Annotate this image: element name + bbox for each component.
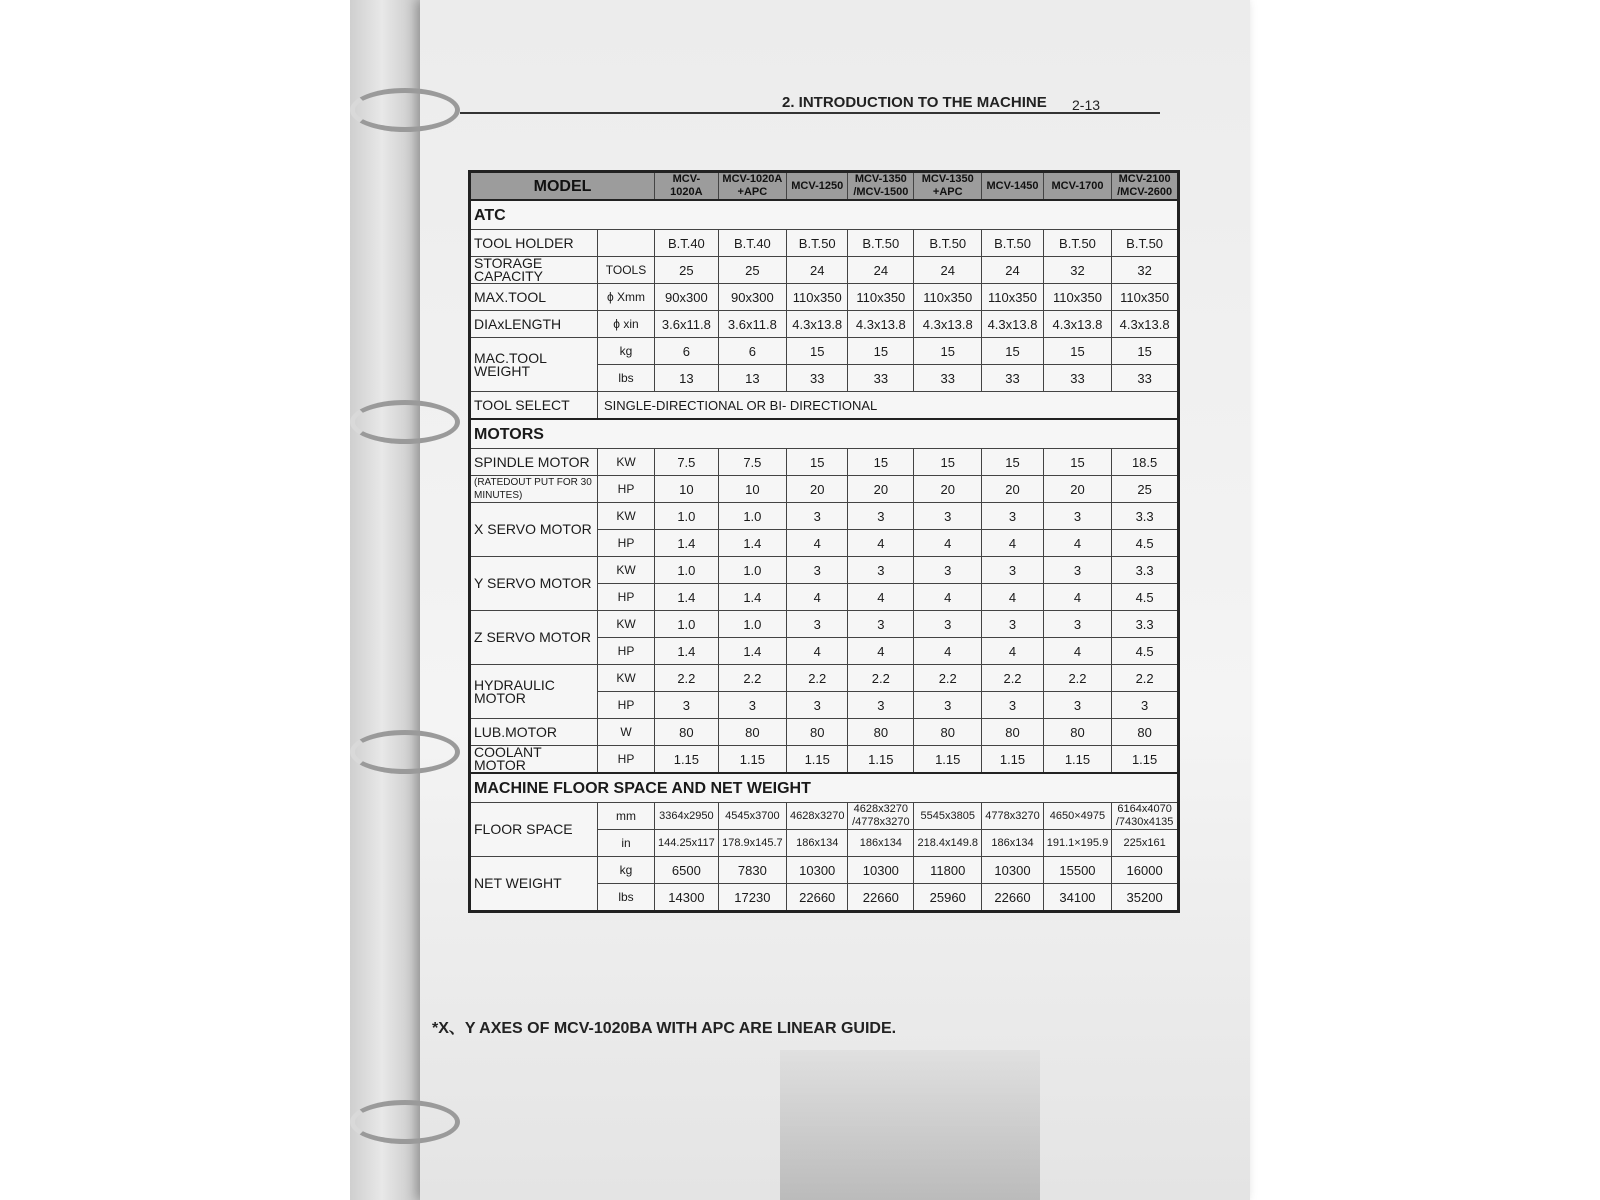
value-cell: 18.5 bbox=[1112, 449, 1179, 476]
value-cell: 4650×4975 bbox=[1043, 803, 1111, 830]
unit-cell: lbs bbox=[598, 365, 655, 392]
value-cell: 1.15 bbox=[848, 746, 914, 774]
value-cell: 33 bbox=[848, 365, 914, 392]
row-label: FLOOR SPACE bbox=[470, 803, 598, 857]
value-cell: 3 bbox=[787, 692, 848, 719]
value-cell: 3 bbox=[1043, 611, 1111, 638]
value-cell: 15 bbox=[1043, 338, 1111, 365]
value-cell: 3 bbox=[787, 557, 848, 584]
value-cell: B.T.40 bbox=[718, 230, 786, 257]
value-cell: 6 bbox=[718, 338, 786, 365]
value-cell: 4.5 bbox=[1112, 584, 1179, 611]
value-cell: 1.4 bbox=[655, 584, 719, 611]
value-cell: 1.4 bbox=[718, 530, 786, 557]
unit-cell: in bbox=[598, 830, 655, 857]
value-cell: 15 bbox=[787, 449, 848, 476]
value-cell: 4628x3270 /4778x3270 bbox=[848, 803, 914, 830]
value-cell: 15 bbox=[1043, 449, 1111, 476]
model-header: MCV-1350 /MCV-1500 bbox=[848, 172, 914, 201]
value-cell: 90x300 bbox=[718, 284, 786, 311]
unit-cell: KW bbox=[598, 557, 655, 584]
value-cell: 186x134 bbox=[982, 830, 1043, 857]
unit-cell: HP bbox=[598, 476, 655, 503]
value-cell: 3 bbox=[914, 557, 982, 584]
spec-table bbox=[468, 170, 1180, 913]
value-cell: 3 bbox=[982, 611, 1043, 638]
page-title: 2. INTRODUCTION TO THE MACHINE bbox=[782, 94, 1047, 111]
value-cell: 10300 bbox=[848, 857, 914, 884]
value-cell: 32 bbox=[1043, 257, 1111, 284]
floor-background bbox=[0, 0, 350, 1200]
value-cell: 4.3x13.8 bbox=[982, 311, 1043, 338]
value-cell: 3 bbox=[1043, 692, 1111, 719]
row-label: Y SERVO MOTOR bbox=[470, 557, 598, 611]
value-cell: 80 bbox=[1112, 719, 1179, 746]
unit-cell: KW bbox=[598, 503, 655, 530]
table-row bbox=[470, 857, 1179, 884]
value-cell: 3.6x11.8 bbox=[718, 311, 786, 338]
value-cell: 11800 bbox=[914, 857, 982, 884]
value-cell: 24 bbox=[982, 257, 1043, 284]
value-cell: 33 bbox=[982, 365, 1043, 392]
value-cell: 4 bbox=[1043, 638, 1111, 665]
value-cell: 15 bbox=[848, 449, 914, 476]
table-row bbox=[470, 257, 1179, 284]
value-cell: B.T.50 bbox=[914, 230, 982, 257]
value-cell: 3 bbox=[914, 503, 982, 530]
value-cell: 90x300 bbox=[655, 284, 719, 311]
value-cell: 4 bbox=[914, 530, 982, 557]
value-cell: 144.25x117 bbox=[655, 830, 719, 857]
value-cell: 13 bbox=[655, 365, 719, 392]
value-cell: 1.0 bbox=[655, 557, 719, 584]
value-cell: 4 bbox=[848, 530, 914, 557]
binder-ring-3 bbox=[350, 730, 460, 774]
unit-cell bbox=[598, 230, 655, 257]
table-row bbox=[470, 284, 1179, 311]
table-row bbox=[470, 476, 1179, 503]
value-cell: 15 bbox=[848, 338, 914, 365]
value-cell: 4 bbox=[848, 584, 914, 611]
value-cell: 15 bbox=[982, 338, 1043, 365]
value-cell: 4778x3270 bbox=[982, 803, 1043, 830]
value-cell: 1.0 bbox=[718, 503, 786, 530]
value-cell: 24 bbox=[914, 257, 982, 284]
value-cell: 6 bbox=[655, 338, 719, 365]
value-cell: 186x134 bbox=[787, 830, 848, 857]
value-cell: 4.3x13.8 bbox=[848, 311, 914, 338]
value-cell: 25 bbox=[1112, 476, 1179, 503]
value-cell: 4 bbox=[1043, 584, 1111, 611]
model-header: MCV-1700 bbox=[1043, 172, 1111, 201]
binder-ring-1 bbox=[350, 88, 460, 132]
model-header: MCV-1020A +APC bbox=[718, 172, 786, 201]
value-cell: 80 bbox=[982, 719, 1043, 746]
value-cell: 6164x4070 /7430x4135 bbox=[1112, 803, 1179, 830]
value-cell: 13 bbox=[718, 365, 786, 392]
value-cell: 33 bbox=[1043, 365, 1111, 392]
value-cell: 1.0 bbox=[655, 503, 719, 530]
row-label: TOOL HOLDER bbox=[470, 230, 598, 257]
value-cell: 20 bbox=[848, 476, 914, 503]
table-row bbox=[470, 719, 1179, 746]
unit-cell: HP bbox=[598, 584, 655, 611]
value-cell: 15 bbox=[914, 449, 982, 476]
tool-select-value: SINGLE-DIRECTIONAL OR BI- DIRECTIONAL bbox=[598, 392, 1179, 420]
value-cell: 5545x3805 bbox=[914, 803, 982, 830]
unit-cell: HP bbox=[598, 530, 655, 557]
binder-ring-4 bbox=[350, 1100, 460, 1144]
unit-cell: kg bbox=[598, 338, 655, 365]
value-cell: 3 bbox=[848, 503, 914, 530]
row-label: DIAxLENGTH bbox=[470, 311, 598, 338]
header-rule bbox=[460, 112, 1160, 114]
value-cell: 218.4x149.8 bbox=[914, 830, 982, 857]
value-cell: 80 bbox=[787, 719, 848, 746]
value-cell: 3 bbox=[787, 611, 848, 638]
value-cell: 1.15 bbox=[914, 746, 982, 774]
row-label: MAC.TOOL WEIGHT bbox=[470, 338, 598, 392]
value-cell: 4 bbox=[982, 530, 1043, 557]
value-cell: 178.9x145.7 bbox=[718, 830, 786, 857]
value-cell: 14300 bbox=[655, 884, 719, 912]
table-row bbox=[470, 611, 1179, 638]
value-cell: B.T.50 bbox=[1112, 230, 1179, 257]
value-cell: 225x161 bbox=[1112, 830, 1179, 857]
value-cell: 3 bbox=[655, 692, 719, 719]
unit-cell: TOOLS bbox=[598, 257, 655, 284]
value-cell: 3.6x11.8 bbox=[655, 311, 719, 338]
value-cell: 80 bbox=[718, 719, 786, 746]
value-cell: 2.2 bbox=[848, 665, 914, 692]
section-floor: MACHINE FLOOR SPACE AND NET WEIGHT bbox=[470, 773, 1179, 803]
value-cell: 191.1×195.9 bbox=[1043, 830, 1111, 857]
table-row bbox=[470, 230, 1179, 257]
value-cell: 15500 bbox=[1043, 857, 1111, 884]
value-cell: 10300 bbox=[982, 857, 1043, 884]
value-cell: 4545x3700 bbox=[718, 803, 786, 830]
value-cell: 22660 bbox=[848, 884, 914, 912]
value-cell: 2.2 bbox=[1043, 665, 1111, 692]
value-cell: 1.4 bbox=[655, 530, 719, 557]
value-cell: 20 bbox=[1043, 476, 1111, 503]
value-cell: 25 bbox=[655, 257, 719, 284]
value-cell: B.T.50 bbox=[848, 230, 914, 257]
section-row bbox=[470, 419, 1179, 449]
model-header: MCV-1250 bbox=[787, 172, 848, 201]
value-cell: 20 bbox=[787, 476, 848, 503]
value-cell: 4.3x13.8 bbox=[914, 311, 982, 338]
row-label: Z SERVO MOTOR bbox=[470, 611, 598, 665]
unit-cell: KW bbox=[598, 611, 655, 638]
value-cell: B.T.50 bbox=[982, 230, 1043, 257]
value-cell: 7.5 bbox=[655, 449, 719, 476]
unit-cell: KW bbox=[598, 665, 655, 692]
value-cell: 1.4 bbox=[718, 638, 786, 665]
value-cell: B.T.40 bbox=[655, 230, 719, 257]
value-cell: 4 bbox=[787, 530, 848, 557]
value-cell: 6500 bbox=[655, 857, 719, 884]
value-cell: 3364x2950 bbox=[655, 803, 719, 830]
section-atc: ATC bbox=[470, 200, 1179, 230]
value-cell: 1.0 bbox=[655, 611, 719, 638]
value-cell: 7830 bbox=[718, 857, 786, 884]
row-label: MAX.TOOL bbox=[470, 284, 598, 311]
table-row bbox=[470, 311, 1179, 338]
value-cell: 3 bbox=[787, 503, 848, 530]
unit-cell: HP bbox=[598, 638, 655, 665]
value-cell: 2.2 bbox=[655, 665, 719, 692]
value-cell: 35200 bbox=[1112, 884, 1179, 912]
value-cell: 4.3x13.8 bbox=[1043, 311, 1111, 338]
value-cell: 3 bbox=[982, 692, 1043, 719]
value-cell: 1.0 bbox=[718, 611, 786, 638]
model-label: MODEL bbox=[470, 172, 655, 201]
value-cell: 3.3 bbox=[1112, 611, 1179, 638]
model-header: MCV-2100 /MCV-2600 bbox=[1112, 172, 1179, 201]
row-label: HYDRAULIC MOTOR bbox=[470, 665, 598, 719]
table-row bbox=[470, 449, 1179, 476]
footnote: *X、Y AXES OF MCV-1020BA WITH APC ARE LINEAR GUIDE. bbox=[432, 1020, 897, 1037]
row-label: STORAGE CAPACITY bbox=[470, 257, 598, 284]
table-row bbox=[470, 392, 1179, 420]
row-label: NET WEIGHT bbox=[470, 857, 598, 912]
value-cell: 15 bbox=[787, 338, 848, 365]
value-cell: 110x350 bbox=[1112, 284, 1179, 311]
binder-ring-2 bbox=[350, 400, 460, 444]
model-header: MCV-1350 +APC bbox=[914, 172, 982, 201]
value-cell: 3 bbox=[1043, 557, 1111, 584]
value-cell: 4.3x13.8 bbox=[787, 311, 848, 338]
value-cell: 25 bbox=[718, 257, 786, 284]
unit-cell: KW bbox=[598, 449, 655, 476]
value-cell: 3 bbox=[1112, 692, 1179, 719]
value-cell: 2.2 bbox=[1112, 665, 1179, 692]
value-cell: 4 bbox=[914, 638, 982, 665]
value-cell: 10 bbox=[718, 476, 786, 503]
value-cell: 4 bbox=[914, 584, 982, 611]
section-row bbox=[470, 773, 1179, 803]
unit-cell: HP bbox=[598, 746, 655, 774]
row-label: COOLANT MOTOR bbox=[470, 746, 598, 774]
value-cell: 80 bbox=[655, 719, 719, 746]
value-cell: 22660 bbox=[787, 884, 848, 912]
value-cell: 4 bbox=[982, 584, 1043, 611]
value-cell: 3 bbox=[914, 611, 982, 638]
value-cell: 3.3 bbox=[1112, 557, 1179, 584]
unit-cell: W bbox=[598, 719, 655, 746]
value-cell: 7.5 bbox=[718, 449, 786, 476]
model-header: MCV-1450 bbox=[982, 172, 1043, 201]
value-cell: 22660 bbox=[982, 884, 1043, 912]
row-label: LUB.MOTOR bbox=[470, 719, 598, 746]
row-label: SPINDLE MOTOR bbox=[470, 449, 598, 476]
spindle-note: (RATEDOUT PUT FOR 30 MINUTES) bbox=[470, 476, 598, 503]
value-cell: 110x350 bbox=[787, 284, 848, 311]
value-cell: 24 bbox=[787, 257, 848, 284]
value-cell: 3 bbox=[848, 557, 914, 584]
value-cell: 1.15 bbox=[718, 746, 786, 774]
value-cell: 20 bbox=[982, 476, 1043, 503]
value-cell: 3 bbox=[718, 692, 786, 719]
unit-cell: ϕ Xmm bbox=[598, 284, 655, 311]
table-row bbox=[470, 338, 1179, 365]
unit-cell: HP bbox=[598, 692, 655, 719]
value-cell: 33 bbox=[787, 365, 848, 392]
binder-cover bbox=[350, 0, 430, 1200]
value-cell: 1.0 bbox=[718, 557, 786, 584]
table-row bbox=[470, 665, 1179, 692]
value-cell: 2.2 bbox=[718, 665, 786, 692]
value-cell: 15 bbox=[1112, 338, 1179, 365]
value-cell: 1.15 bbox=[1043, 746, 1111, 774]
unit-cell: kg bbox=[598, 857, 655, 884]
unit-cell: lbs bbox=[598, 884, 655, 912]
value-cell: 33 bbox=[1112, 365, 1179, 392]
table-row bbox=[470, 557, 1179, 584]
value-cell: 3 bbox=[982, 557, 1043, 584]
value-cell: 4.5 bbox=[1112, 530, 1179, 557]
value-cell: 16000 bbox=[1112, 857, 1179, 884]
value-cell: 4 bbox=[787, 584, 848, 611]
value-cell: 32 bbox=[1112, 257, 1179, 284]
value-cell: 1.15 bbox=[787, 746, 848, 774]
value-cell: 110x350 bbox=[914, 284, 982, 311]
value-cell: 80 bbox=[1043, 719, 1111, 746]
value-cell: 15 bbox=[982, 449, 1043, 476]
value-cell: 33 bbox=[914, 365, 982, 392]
value-cell: 15 bbox=[914, 338, 982, 365]
row-label: TOOL SELECT bbox=[470, 392, 598, 420]
value-cell: 1.15 bbox=[1112, 746, 1179, 774]
value-cell: 2.2 bbox=[982, 665, 1043, 692]
value-cell: 4 bbox=[848, 638, 914, 665]
value-cell: 4 bbox=[787, 638, 848, 665]
value-cell: 80 bbox=[914, 719, 982, 746]
floor-background-right bbox=[1250, 0, 1600, 1200]
value-cell: 1.4 bbox=[655, 638, 719, 665]
value-cell: 10 bbox=[655, 476, 719, 503]
value-cell: 3 bbox=[982, 503, 1043, 530]
value-cell: 24 bbox=[848, 257, 914, 284]
value-cell: 4.5 bbox=[1112, 638, 1179, 665]
value-cell: 17230 bbox=[718, 884, 786, 912]
unit-cell: mm bbox=[598, 803, 655, 830]
value-cell: 3 bbox=[848, 692, 914, 719]
value-cell: 80 bbox=[848, 719, 914, 746]
table-row bbox=[470, 503, 1179, 530]
value-cell: 110x350 bbox=[982, 284, 1043, 311]
value-cell: 25960 bbox=[914, 884, 982, 912]
page-number: 2-13 bbox=[1072, 97, 1101, 113]
value-cell: 1.15 bbox=[655, 746, 719, 774]
value-cell: 110x350 bbox=[848, 284, 914, 311]
value-cell: 4 bbox=[1043, 530, 1111, 557]
table-row bbox=[470, 803, 1179, 830]
value-cell: 4.3x13.8 bbox=[1112, 311, 1179, 338]
value-cell: 1.15 bbox=[982, 746, 1043, 774]
value-cell: 4 bbox=[982, 638, 1043, 665]
shadow bbox=[780, 1050, 1040, 1200]
value-cell: 1.4 bbox=[718, 584, 786, 611]
model-row bbox=[470, 172, 1179, 201]
model-header: MCV-1020A bbox=[655, 172, 719, 201]
unit-cell: ϕ xin bbox=[598, 311, 655, 338]
value-cell: 4628x3270 bbox=[787, 803, 848, 830]
table-row bbox=[470, 746, 1179, 774]
value-cell: 10300 bbox=[787, 857, 848, 884]
value-cell: 3.3 bbox=[1112, 503, 1179, 530]
value-cell: 2.2 bbox=[914, 665, 982, 692]
row-label: X SERVO MOTOR bbox=[470, 503, 598, 557]
value-cell: 186x134 bbox=[848, 830, 914, 857]
value-cell: 3 bbox=[1043, 503, 1111, 530]
value-cell: B.T.50 bbox=[787, 230, 848, 257]
section-motors: MOTORS bbox=[470, 419, 1179, 449]
section-row bbox=[470, 200, 1179, 230]
value-cell: 110x350 bbox=[1043, 284, 1111, 311]
value-cell: B.T.50 bbox=[1043, 230, 1111, 257]
value-cell: 3 bbox=[914, 692, 982, 719]
value-cell: 34100 bbox=[1043, 884, 1111, 912]
value-cell: 2.2 bbox=[787, 665, 848, 692]
value-cell: 3 bbox=[848, 611, 914, 638]
value-cell: 20 bbox=[914, 476, 982, 503]
